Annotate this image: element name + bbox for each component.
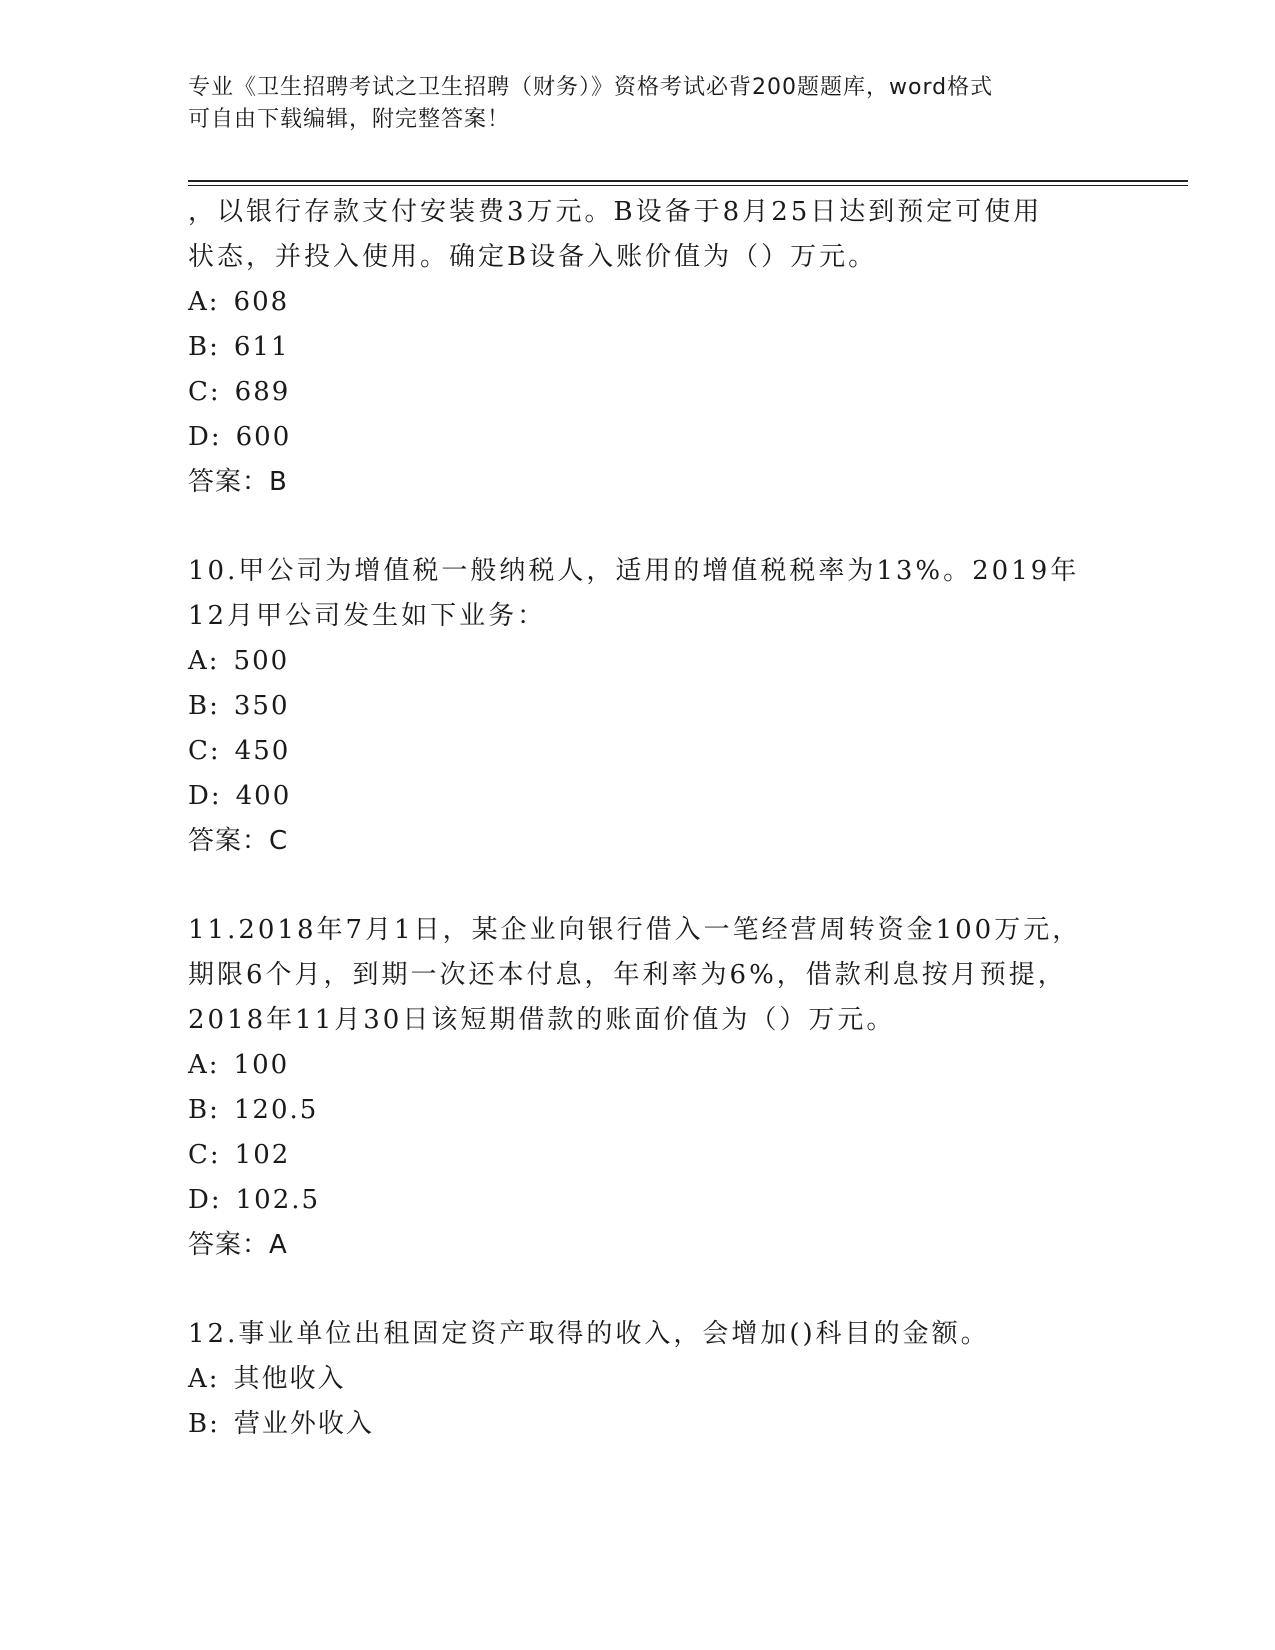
option-c xyxy=(188,1133,1088,1178)
option-key: C: xyxy=(188,1140,221,1170)
option-value: 120.5 xyxy=(233,1095,319,1125)
option-value: 其他收入 xyxy=(233,1364,346,1394)
option-key: B: xyxy=(188,1409,220,1439)
option-value: 600 xyxy=(235,422,292,452)
option-c xyxy=(188,729,1088,774)
option-value: 营业外收入 xyxy=(233,1409,374,1439)
question-spacer xyxy=(188,1268,1088,1312)
question-list xyxy=(188,190,1088,1447)
question-10 xyxy=(188,549,1088,864)
option-a xyxy=(188,280,1088,325)
header-title-line2: 可自由下载编辑，附完整答案！ xyxy=(188,107,511,132)
option-key: B: xyxy=(188,332,220,362)
question-stem-line: ，以银行存款支付安装费3万元。B设备于8月25日达到预定可使用 xyxy=(188,197,1043,227)
option-key: A: xyxy=(188,646,220,676)
option-value: 689 xyxy=(234,377,291,407)
question-stem-line: 10.甲公司为增值税一般纳税人，适用的增值税税率为13%。2019年 xyxy=(188,556,1080,586)
option-key: D: xyxy=(188,1185,222,1215)
option-key: C: xyxy=(188,736,221,766)
question-stem-line: 11.2018年7月1日，某企业向银行借入一笔经营周转资金100万元， xyxy=(188,915,1082,945)
document-header xyxy=(188,72,1088,136)
option-value: 450 xyxy=(234,736,291,766)
question-stem-line: 期限6个月，到期一次还本付息，年利率为6%，借款利息按月预提， xyxy=(188,960,1067,990)
option-value: 102.5 xyxy=(235,1185,321,1215)
option-key: D: xyxy=(188,781,222,811)
header-divider-thick xyxy=(188,180,1188,182)
option-b xyxy=(188,325,1088,370)
option-key: B: xyxy=(188,691,220,721)
option-d xyxy=(188,1178,1088,1223)
answer-line: 答案：B xyxy=(188,467,288,497)
option-value: 500 xyxy=(233,646,290,676)
question-stem-line: 2018年11月30日该短期借款的账面价值为（）万元。 xyxy=(188,1005,896,1035)
option-value: 611 xyxy=(233,332,290,362)
question-9 xyxy=(188,190,1088,505)
option-key: B: xyxy=(188,1095,220,1125)
option-key: A: xyxy=(188,1050,220,1080)
answer-line: 答案：A xyxy=(188,1230,288,1260)
question-stem-line: 状态，并投入使用。确定B设备入账价值为（）万元。 xyxy=(188,242,878,272)
question-stem-line: 12.事业单位出租固定资产取得的收入，会增加()科目的金额。 xyxy=(188,1319,990,1349)
question-stem-line: 12月甲公司发生如下业务： xyxy=(188,601,547,631)
option-value: 400 xyxy=(235,781,292,811)
option-key: A: xyxy=(188,287,220,317)
option-value: 102 xyxy=(234,1140,291,1170)
option-b xyxy=(188,684,1088,729)
answer-line: 答案：C xyxy=(188,826,289,856)
option-key: C: xyxy=(188,377,221,407)
question-12 xyxy=(188,1312,1088,1447)
option-d xyxy=(188,415,1088,460)
option-c xyxy=(188,370,1088,415)
option-value: 350 xyxy=(233,691,290,721)
option-a xyxy=(188,639,1088,684)
option-key: D: xyxy=(188,422,222,452)
question-spacer xyxy=(188,505,1088,549)
option-a xyxy=(188,1043,1088,1088)
header-title-line1: 专业《卫生招聘考试之卫生招聘（财务）》资格考试必背200题题库，word格式 xyxy=(188,75,994,100)
header-divider-thin xyxy=(188,185,1188,186)
option-value: 100 xyxy=(233,1050,290,1080)
option-a xyxy=(188,1357,1088,1402)
question-spacer xyxy=(188,864,1088,908)
option-d xyxy=(188,774,1088,819)
option-b xyxy=(188,1402,1088,1447)
option-key: A: xyxy=(188,1364,220,1394)
question-11 xyxy=(188,908,1088,1268)
option-value: 608 xyxy=(233,287,290,317)
option-b xyxy=(188,1088,1088,1133)
